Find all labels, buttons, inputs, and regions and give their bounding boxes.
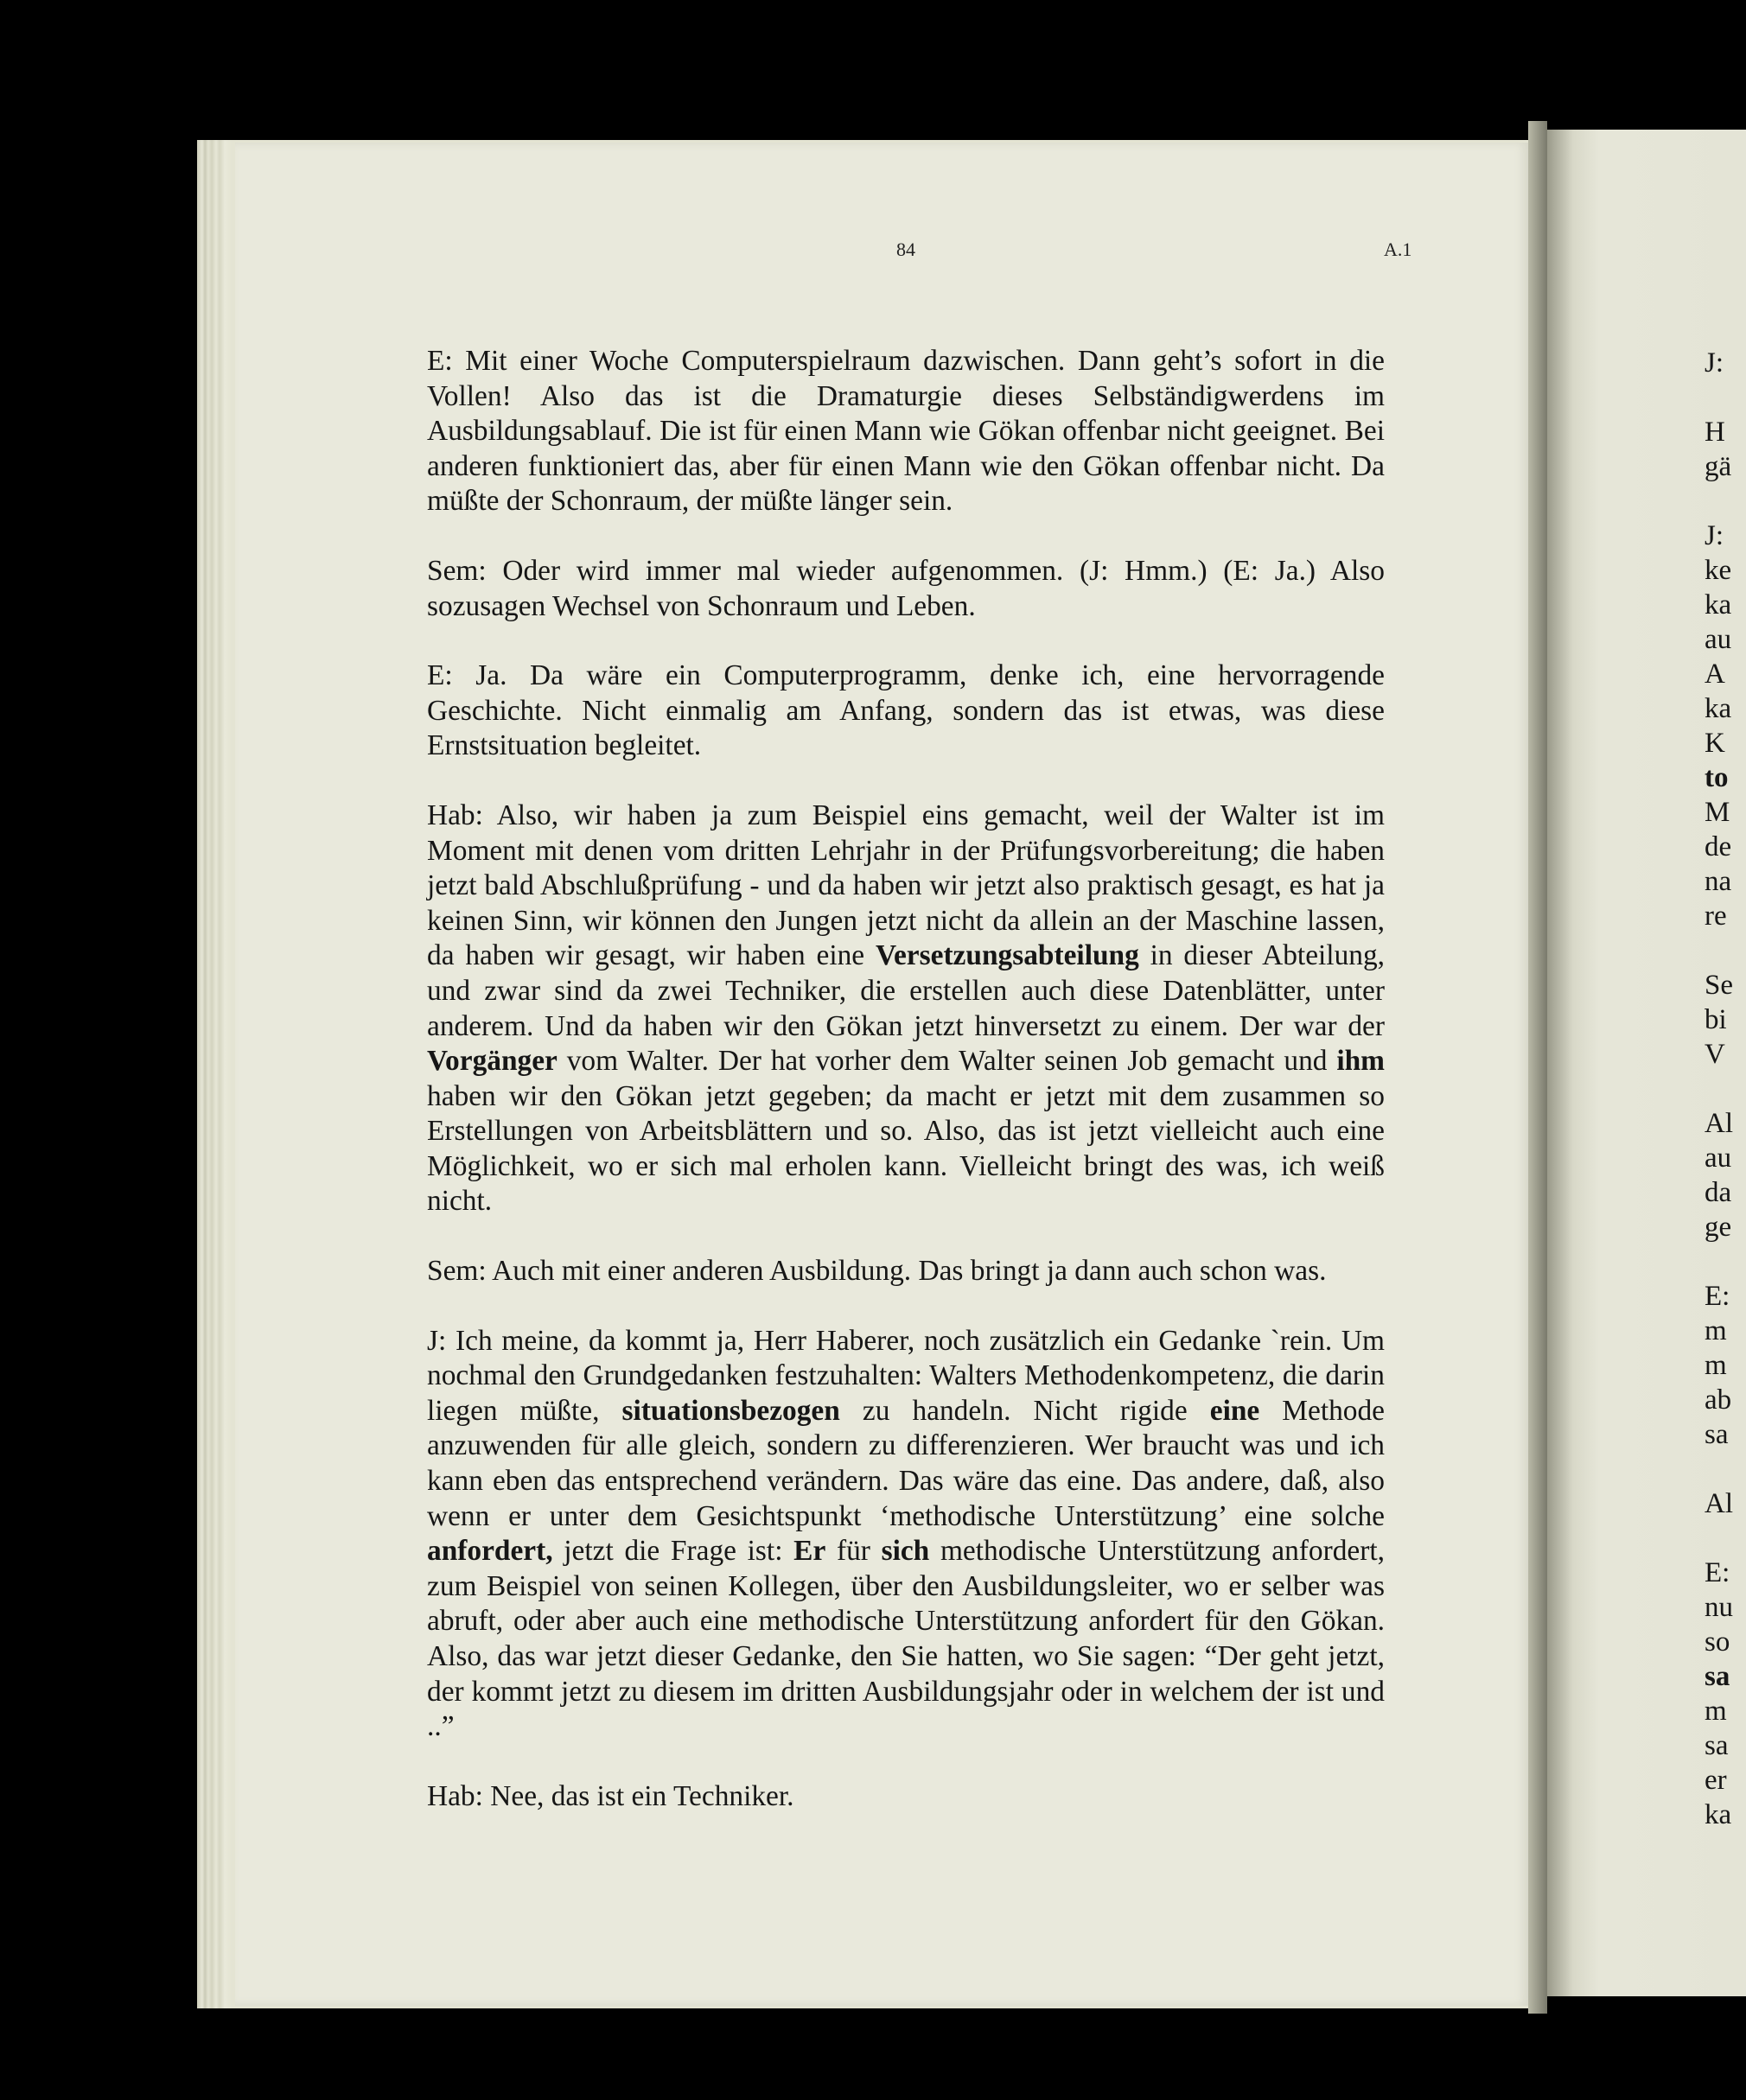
paragraph-text: E: Ja. Da wäre ein Computerprogramm, denke ich, eine hervorragende Geschichte. Nicht einmalig am Anfang, sondern das ist etwas, was diese Ernstsituation begleitet.: [427, 659, 1385, 762]
paragraph-text: Methode anzuwenden für alle gleich, sondern zu differenzieren. Wer braucht was und ich kann eben das entsprechend verändern. Das wäre das eine. Das andere, daß, also wenn er unter dem Gesichtspunkt ‘methodische Unterstützung’ eine solche: [427, 1394, 1385, 1532]
right-page-fragment: J:: [1705, 520, 1724, 551]
transcript-paragraph: [427, 1779, 1385, 1815]
right-page-fragment: ka: [1705, 589, 1732, 620]
transcript-body: [427, 344, 1385, 1814]
book-gutter: [1528, 121, 1547, 2014]
paragraph-text: Hab: Nee, das ist ein Techniker.: [427, 1779, 794, 1812]
paragraph-text: haben wir den Gökan jetzt gegeben; da macht er jetzt mit dem zusammen so Erstellungen von Arbeitsblättern und so. Also, das ist jetzt vielleicht auch eine Möglichkeit, wo er sich mal erholen kann. Vielleicht bringt des was, ich weiß nicht.: [427, 1079, 1385, 1218]
paragraph-text: zu handeln. Nicht rigide: [839, 1394, 1210, 1427]
paragraph-text: J: Ich meine, da kommt ja, Herr Haberer, noch zusätzlich ein Gedanke `rein. Um nochmal den Grundgedanken festzuhalten: Walters Methodenkompetenz, die darin liegen müßte,: [427, 1324, 1385, 1427]
right-page-fragment: Al: [1705, 1108, 1733, 1139]
right-page-fragment: m: [1705, 1315, 1727, 1346]
page-number: 84: [896, 239, 915, 260]
right-page-fragment: er: [1705, 1765, 1727, 1796]
right-page-fragment: H: [1705, 417, 1725, 448]
right-page-fragment: de: [1705, 831, 1732, 862]
emphasized-text: sich: [881, 1535, 930, 1568]
paragraph-text: vom Walter. Der hat vorher dem Walter seinen Job gemacht und: [557, 1045, 1337, 1078]
right-page-fragment: da: [1705, 1177, 1732, 1208]
page-header: [235, 239, 1528, 264]
paragraph-text: Sem: Auch mit einer anderen Ausbildung. Das bringt ja dann auch schon was.: [427, 1255, 1327, 1288]
right-page-fragment: ka: [1705, 1799, 1732, 1830]
right-page-fragment: au: [1705, 624, 1732, 655]
right-page-fragment: J:: [1705, 347, 1724, 379]
right-page-fragment: m: [1705, 1350, 1727, 1381]
paragraph-text: für: [825, 1535, 882, 1568]
right-page-fragment: sa: [1705, 1419, 1729, 1450]
paragraph-text: jetzt die Frage ist:: [552, 1535, 794, 1568]
section-label: A.1: [1384, 239, 1412, 260]
emphasized-text: Vorgänger: [427, 1045, 558, 1078]
right-page-fragment: sa: [1705, 1661, 1730, 1692]
right-page-fragment: Se: [1705, 970, 1733, 1001]
right-page-fragment: m: [1705, 1696, 1727, 1727]
transcript-paragraph: [427, 659, 1385, 764]
right-page-fragment: so: [1705, 1626, 1730, 1658]
right-page-fragment: V: [1705, 1039, 1725, 1070]
right-page-fragment: sa: [1705, 1730, 1729, 1761]
right-page-fragment: E:: [1705, 1281, 1730, 1312]
transcript-paragraph: [427, 554, 1385, 624]
paragraph-text: methodische Unterstützung anfordert, zum Beispiel von seinen Kollegen, über den Ausbildungsleiter, wo er selber was abruft, oder aber auch eine methodische Unterstützung anfordert für den Gökan. Also, das war jetzt dieser Gedanke, den Sie hatten, wo Sie sagen: “Der geht jetzt, der kommt jetzt zu diesem im dritten Ausbildungsjahr oder in welchem der ist und ..”: [427, 1535, 1385, 1743]
emphasized-text: Versetzungsabteilung: [875, 939, 1139, 972]
emphasized-text: ihm: [1336, 1045, 1385, 1078]
right-page-fragment: na: [1705, 866, 1732, 897]
right-page-fragment: ab: [1705, 1384, 1732, 1416]
right-page-fragment: gä: [1705, 451, 1732, 482]
transcript-paragraph: [427, 1254, 1385, 1289]
emphasized-text: anfordert,: [427, 1535, 553, 1568]
right-page-fragment: ka: [1705, 693, 1732, 724]
paragraph-text: Hab: Also, wir haben ja zum Beispiel eins gemacht, weil der Walter ist im Moment mit denen vom dritten Lehrjahr in der Prüfungsvorbereitung; die haben jetzt bald Abschlußprüfung - und da haben wir jetzt also praktisch gesagt, es hat ja keinen Sinn, wir können den Jungen jetzt nicht da allein an der Maschine lassen, da haben wir gesagt, wir haben eine: [427, 799, 1385, 972]
right-page-fragment: E:: [1705, 1557, 1730, 1588]
transcript-paragraph: [427, 344, 1385, 519]
right-page-fragment: au: [1705, 1142, 1732, 1174]
right-page-fragment: to: [1705, 762, 1729, 793]
paragraph-text: E: Mit einer Woche Computerspielraum dazwischen. Dann geht’s sofort in die Vollen! Also das ist die Dramaturgie dieses Selbständigwerdens im Ausbildungsablauf. Die ist für einen Mann wie Gökan offenbar nicht geeignet. Bei anderen funktioniert das, aber für einen Mann wie den Gökan offenbar nicht. Da müßte der Schonraum, der müßte länger sein.: [427, 345, 1385, 518]
right-page-fragment: ge: [1705, 1212, 1732, 1243]
right-page-fragment: ke: [1705, 555, 1732, 586]
right-page-fragment: Al: [1705, 1488, 1733, 1519]
transcript-paragraph: [427, 1324, 1385, 1745]
right-page-fragment: A: [1705, 659, 1725, 690]
emphasized-text: eine: [1209, 1394, 1260, 1427]
right-page-fragment: bi: [1705, 1004, 1727, 1035]
right-page-fragment: nu: [1705, 1592, 1733, 1623]
emphasized-text: Er: [793, 1535, 826, 1568]
paragraph-text: Sem: Oder wird immer mal wieder aufgenommen. (J: Hmm.) (E: Ja.) Also sozusagen Wechsel von Schonraum und Leben.: [427, 554, 1385, 622]
paragraph-text: in dieser Abteilung, und zwar sind da zwei Techniker, die erstellen auch diese Datenblätter, unter anderem. Und da haben wir den Gökan jetzt hinversetzt zu einem. Der war der: [427, 939, 1385, 1042]
right-page-fragment: re: [1705, 900, 1727, 932]
emphasized-text: situationsbezogen: [621, 1394, 840, 1427]
transcript-paragraph: [427, 799, 1385, 1219]
right-page-fragment: M: [1705, 797, 1730, 828]
right-page-fragment: K: [1705, 728, 1725, 759]
